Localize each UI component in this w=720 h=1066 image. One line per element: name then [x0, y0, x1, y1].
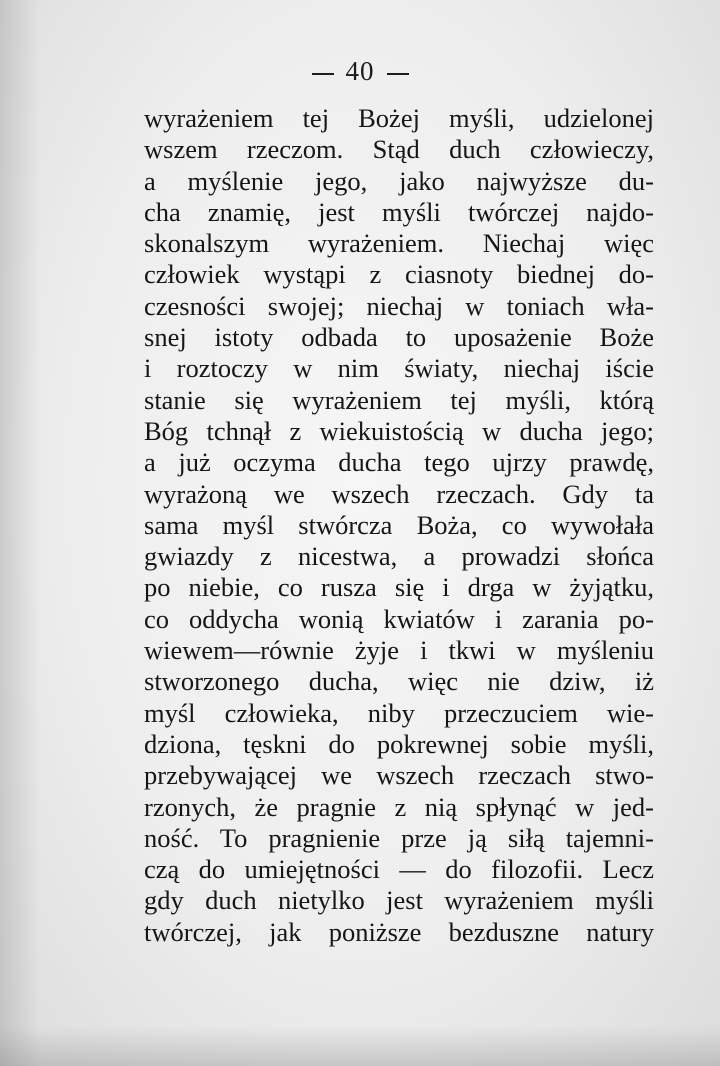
- text-line: i roztoczy w nim światy, niechaj iście: [144, 353, 654, 384]
- text-line: a już oczyma ducha tego ujrzy prawdę,: [144, 447, 654, 478]
- text-line: wszem rzeczom. Stąd duch człowieczy,: [144, 134, 654, 165]
- text-line: stworzonego ducha, więc nie dziw, iż: [144, 666, 654, 697]
- text-line: snej istoty odbada to uposażenie Boże: [144, 322, 654, 353]
- text-line: myśl człowieka, niby przeczuciem wie-: [144, 697, 654, 728]
- dash-left: [312, 73, 334, 75]
- text-line: co oddycha wonią kwiatów i zarania po-: [144, 603, 654, 634]
- text-line: twórczej, jak poniższe bezduszne natury: [144, 916, 654, 947]
- text-line: skonalszym wyrażeniem. Niechaj więc: [144, 228, 654, 259]
- text-line: cha znamię, jest myśli twórczej najdo-: [144, 196, 654, 227]
- text-line: wiewem—równie żyje i tkwi w myśleniu: [144, 635, 654, 666]
- page-number-header: [0, 56, 720, 87]
- dash-right: [387, 73, 409, 75]
- text-line: gwiazdy z nicestwa, a prowadzi słońca: [144, 541, 654, 572]
- text-line: po niebie, co rusza się i drga w żyjątku,: [144, 572, 654, 603]
- page-edge-shadow-left: [0, 0, 40, 1066]
- text-line: a myślenie jego, jako najwyższe du-: [144, 165, 654, 196]
- text-line: stanie się wyrażeniem tej myśli, którą: [144, 384, 654, 415]
- text-line: sama myśl stwórcza Boża, co wywołała: [144, 509, 654, 540]
- text-line: wyrażoną we wszech rzeczach. Gdy ta: [144, 478, 654, 509]
- text-line: Bóg tchnął z wiekuistością w ducha jego;: [144, 415, 654, 446]
- text-line: człowiek wystąpi z ciasnoty biednej do-: [144, 259, 654, 290]
- body-text: [144, 103, 654, 948]
- text-line: wyrażeniem tej Bożej myśli, udzielonej: [144, 103, 654, 133]
- page-edge-shadow-bottom: [0, 1026, 720, 1066]
- text-line: gdy duch nietylko jest wyrażeniem myśli: [144, 885, 654, 916]
- text-line: ność. To pragnienie prze ją siłą tajemni-: [144, 822, 654, 853]
- text-line: czesności swojej; niechaj w toniach wła-: [144, 290, 654, 321]
- text-line: dziona, tęskni do pokrewnej sobie myśli,: [144, 728, 654, 759]
- text-line: czą do umiejętności — do filozofii. Lecz: [144, 854, 654, 885]
- page-number: 40: [345, 56, 375, 86]
- text-line: rzonych, że pragnie z nią spłynąć w jed-: [144, 791, 654, 822]
- text-line: przebywającej we wszech rzeczach stwo-: [144, 760, 654, 791]
